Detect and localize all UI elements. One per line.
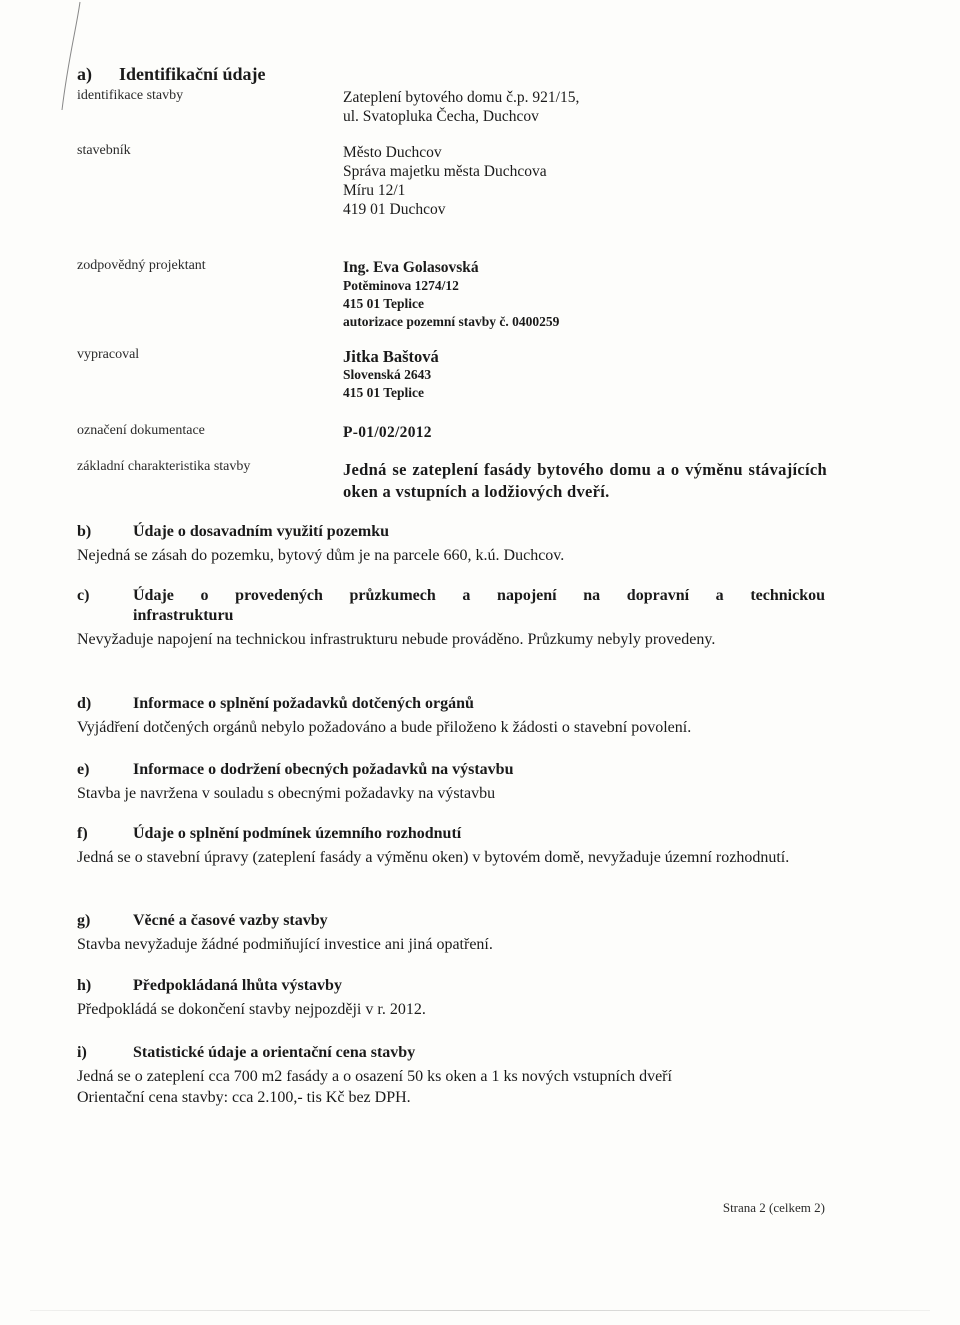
- value-vypracoval: [343, 347, 863, 402]
- section-c: [77, 586, 825, 650]
- value-line: 419 01 Duchcov: [343, 201, 446, 218]
- section-d-title: Informace o splnění požadavků dotčených orgánů: [133, 695, 474, 712]
- section-c-title-cont: infrastrukturu: [133, 607, 234, 624]
- value-zakladni-charakteristika: Jedná se zateplení fasády bytového domu a o výměnu stávajících oken a vstupních a lodžiových dveří.: [343, 460, 827, 501]
- page-number: Strana 2 (celkem 2): [722, 1200, 825, 1215]
- section-h-heading: [77, 976, 825, 996]
- section-c-heading: [77, 586, 825, 606]
- value-identifikace-stavby: [343, 88, 863, 126]
- value-line: 415 01 Teplice: [343, 296, 425, 311]
- section-e: [77, 760, 825, 804]
- section-g: [77, 911, 825, 955]
- section-d-body: Vyjádření dotčených orgánů nebylo požadováno a bude přiloženo k žádosti o stavební povolení.: [77, 719, 692, 736]
- section-i-body: [77, 1066, 825, 1108]
- section-e-heading: [77, 760, 825, 780]
- section-f-body: Jedná se o stavební úpravy (zateplení fasády a výměnu oken) v bytovém domě, nevyžaduje územní rozhodnutí.: [77, 849, 790, 866]
- value-line: Zateplení bytového domu č.p. 921/15,: [343, 89, 580, 106]
- section-d: [77, 694, 825, 738]
- value-zodpovedny-projektant: [343, 258, 863, 331]
- section-i-line: Orientační cena stavby: cca 2.100,- tis Kč bez DPH.: [77, 1089, 411, 1106]
- section-f-heading: [77, 824, 825, 844]
- value-oznaceni-dokumentace: P-01/02/2012: [343, 424, 432, 441]
- section-d-letter: d): [77, 695, 92, 712]
- label-identifikace-stavby: identifikace stavby: [77, 88, 184, 103]
- value-line: ul. Svatopluka Čecha, Duchcov: [343, 108, 539, 125]
- section-c-title: Údaje o provedených průzkumech a napojení na dopravní a technickou: [133, 587, 825, 604]
- value-line: Slovenská 2643: [343, 367, 432, 382]
- vypracoval-name: Jitka Baštová: [343, 347, 439, 366]
- label-vypracoval: vypracoval: [77, 347, 140, 362]
- section-h-letter: h): [77, 977, 92, 994]
- section-e-body: Stavba je navržena v souladu s obecnými požadavky na výstavbu: [77, 785, 496, 802]
- section-a-letter: a): [77, 64, 92, 84]
- section-f-letter: f): [77, 825, 88, 842]
- section-f: [77, 824, 825, 868]
- section-b-title: Údaje o dosavadním využití pozemku: [133, 523, 390, 540]
- section-f-title: Údaje o splnění podmínek územního rozhodnutí: [133, 825, 462, 842]
- value-line: Správa majetku města Duchcova: [343, 163, 547, 180]
- section-a-heading: [77, 64, 266, 85]
- label-stavebnik: stavebník: [77, 143, 131, 158]
- label-zodpovedny-projektant: zodpovědný projektant: [77, 258, 206, 273]
- section-g-letter: g): [77, 912, 91, 929]
- section-a-title: Identifikační údaje: [119, 64, 266, 84]
- section-b-body: Nejedná se zásah do pozemku, bytový dům je na parcele 660, k.ú. Duchcov.: [77, 547, 565, 564]
- label-oznaceni-dokumentace: označení dokumentace: [77, 423, 205, 438]
- section-h: [77, 976, 825, 1020]
- section-d-heading: [77, 694, 825, 714]
- value-line: Míru 12/1: [343, 182, 406, 199]
- section-g-body: Stavba nevyžaduje žádné podmiňující investice ani jiná opatření.: [77, 936, 493, 953]
- section-i-line: Jedná se o zateplení cca 700 m2 fasády a o osazení 50 ks oken a 1 ks nových vstupních dveří: [77, 1068, 672, 1085]
- label-zakladni-charakteristika: základní charakteristika stavby: [77, 459, 251, 474]
- scan-edge-line: [30, 1310, 930, 1311]
- value-stavebnik: [343, 143, 863, 219]
- value-line: Potěminova 1274/12: [343, 278, 459, 293]
- value-line: autorizace pozemní stavby č. 0400259: [343, 314, 560, 329]
- section-e-title: Informace o dodržení obecných požadavků na výstavbu: [133, 761, 514, 778]
- section-h-title: Předpokládaná lhůta výstavby: [133, 977, 342, 994]
- section-h-body: Předpokládá se dokončení stavby nejpozději v r. 2012.: [77, 1001, 426, 1018]
- section-i-heading: [77, 1043, 825, 1063]
- projektant-name: Ing. Eva Golasovská: [343, 259, 479, 276]
- value-line: 415 01 Teplice: [343, 385, 425, 400]
- value-line: Město Duchcov: [343, 144, 442, 161]
- section-c-body: Nevyžaduje napojení na technickou infrastrukturu nebude prováděno. Průzkumy nebyly provedeny.: [77, 631, 716, 648]
- section-i-title: Statistické údaje a orientační cena stavby: [133, 1044, 416, 1061]
- section-c-letter: c): [77, 587, 90, 604]
- section-b-letter: b): [77, 523, 92, 540]
- section-b-heading: [77, 522, 825, 542]
- section-i: [77, 1043, 825, 1108]
- section-b: [77, 522, 825, 566]
- section-i-letter: i): [77, 1044, 87, 1061]
- section-e-letter: e): [77, 761, 90, 778]
- section-g-heading: [77, 911, 825, 931]
- section-g-title: Věcné a časové vazby stavby: [133, 912, 328, 929]
